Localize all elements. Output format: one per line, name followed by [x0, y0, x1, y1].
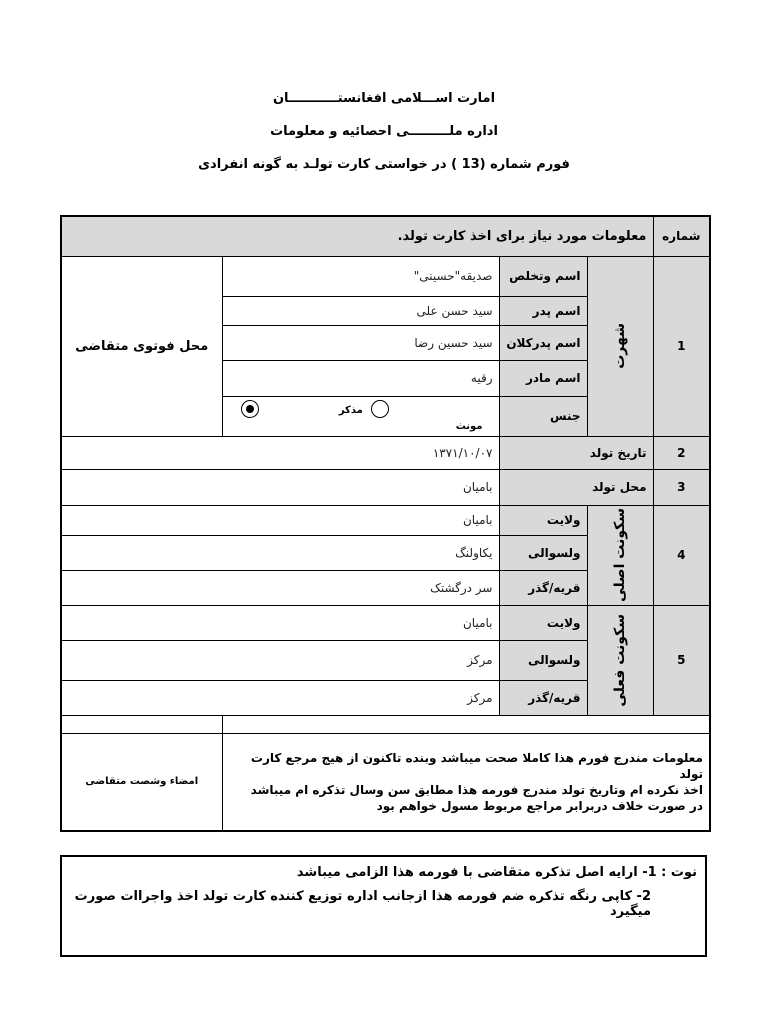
- note-box: [60, 855, 707, 957]
- current-province-field[interactable]: بامیان: [61, 605, 499, 640]
- original-district-field[interactable]: یکاولنگ: [61, 535, 499, 570]
- mother-name-field[interactable]: رقیه: [222, 360, 499, 396]
- female-label: مونث: [455, 421, 483, 432]
- birth-place-field[interactable]: بامیان: [61, 469, 499, 505]
- row-number-5: 5: [653, 605, 710, 715]
- spacer-cell: [222, 715, 710, 733]
- current-district-field[interactable]: مرکز: [61, 640, 499, 680]
- name-field[interactable]: صدیقه"حسینی": [222, 256, 499, 296]
- header-line-2: اداره ملـــــــــی احصائیه و معلومات: [270, 124, 498, 139]
- male-radio[interactable]: [371, 400, 389, 418]
- father-name-field[interactable]: سید حسن علی: [222, 296, 499, 325]
- row-number-4: 4: [653, 505, 710, 605]
- declaration-line-3: در صورت خلاف دربرابر مراجع مربوط مسول خواهم بود: [376, 798, 703, 813]
- gender-label: جنس: [499, 396, 587, 436]
- name-label: اسم وتخلص: [499, 256, 587, 296]
- note-line-2: 2- کاپی رنگه تذکره ضم فورمه هذا ازجانب اداره توزیع کننده کارت تولد اخذ واجراات صورت میگیرد: [74, 889, 651, 919]
- birth-date-field[interactable]: ۱۳۷۱/۱۰/۰۷: [61, 436, 499, 469]
- signature-box[interactable]: امضاء وشصت متقاضی: [61, 733, 222, 831]
- column-number-header: شماره: [653, 216, 710, 256]
- photo-placeholder: محل فوتوی متقاضی: [61, 256, 222, 436]
- original-residence-label: سکونت اصلی: [612, 508, 628, 602]
- birth-card-form-table: [60, 215, 711, 832]
- note-line-1: نوت : 1- ارایه اصل تذکره متقاضی با فورمه هذا الزامی میباشد: [296, 865, 697, 880]
- current-residence-cell: [587, 605, 653, 715]
- birth-place-label: محل تولد: [499, 469, 653, 505]
- original-village-label: قریه/گذر: [499, 570, 587, 605]
- row-number-1: 1: [653, 256, 710, 436]
- form-title: فورم شماره (13 ) در خواستی کارت تولـد به گونه انفرادی: [198, 157, 570, 172]
- original-province-field[interactable]: بامیان: [61, 505, 499, 535]
- row-number-3: 3: [653, 469, 710, 505]
- declaration-line-1: معلومات مندرج فورم هذا کاملا صحت میباشد وبنده تاکنون از هیج مرجع کارت تولد: [250, 750, 703, 781]
- declaration-line-2: اخذ نکرده ام وتاریخ تولد مندرج فورمه هذا مطابق سن وسال تذکره ام میباشد: [250, 782, 703, 797]
- grandfather-name-field[interactable]: سید حسین رضا: [222, 325, 499, 360]
- grandfather-label: اسم پدرکلان: [499, 325, 587, 360]
- mother-label: اسم مادر: [499, 360, 587, 396]
- female-radio[interactable]: [241, 400, 259, 418]
- male-label: مذکر: [338, 404, 363, 416]
- original-residence-cell: [587, 505, 653, 605]
- father-label: اسم پدر: [499, 296, 587, 325]
- identity-group-cell: [587, 256, 653, 436]
- row-number-2: 2: [653, 436, 710, 469]
- declaration-text: [222, 733, 710, 831]
- current-district-label: ولسوالی: [499, 640, 587, 680]
- current-village-label: قریه/گذر: [499, 680, 587, 715]
- current-residence-label: سکونت فعلی: [612, 613, 628, 707]
- current-village-field[interactable]: مرکز: [61, 680, 499, 715]
- column-info-header: معلومات مورد نیاز برای اخذ کارت تولد.: [61, 216, 653, 256]
- identity-group-label: شهرت: [612, 323, 628, 369]
- current-province-label: ولایت: [499, 605, 587, 640]
- header-line-1: امارت اســـلامی افغانستـــــــــــان: [272, 91, 496, 106]
- original-province-label: ولایت: [499, 505, 587, 535]
- original-district-label: ولسوالی: [499, 535, 587, 570]
- gender-options: [222, 396, 499, 436]
- spacer-cell-side: [61, 715, 222, 733]
- original-village-field[interactable]: سر درگشتک: [61, 570, 499, 605]
- birth-date-label: تاریخ تولد: [499, 436, 653, 469]
